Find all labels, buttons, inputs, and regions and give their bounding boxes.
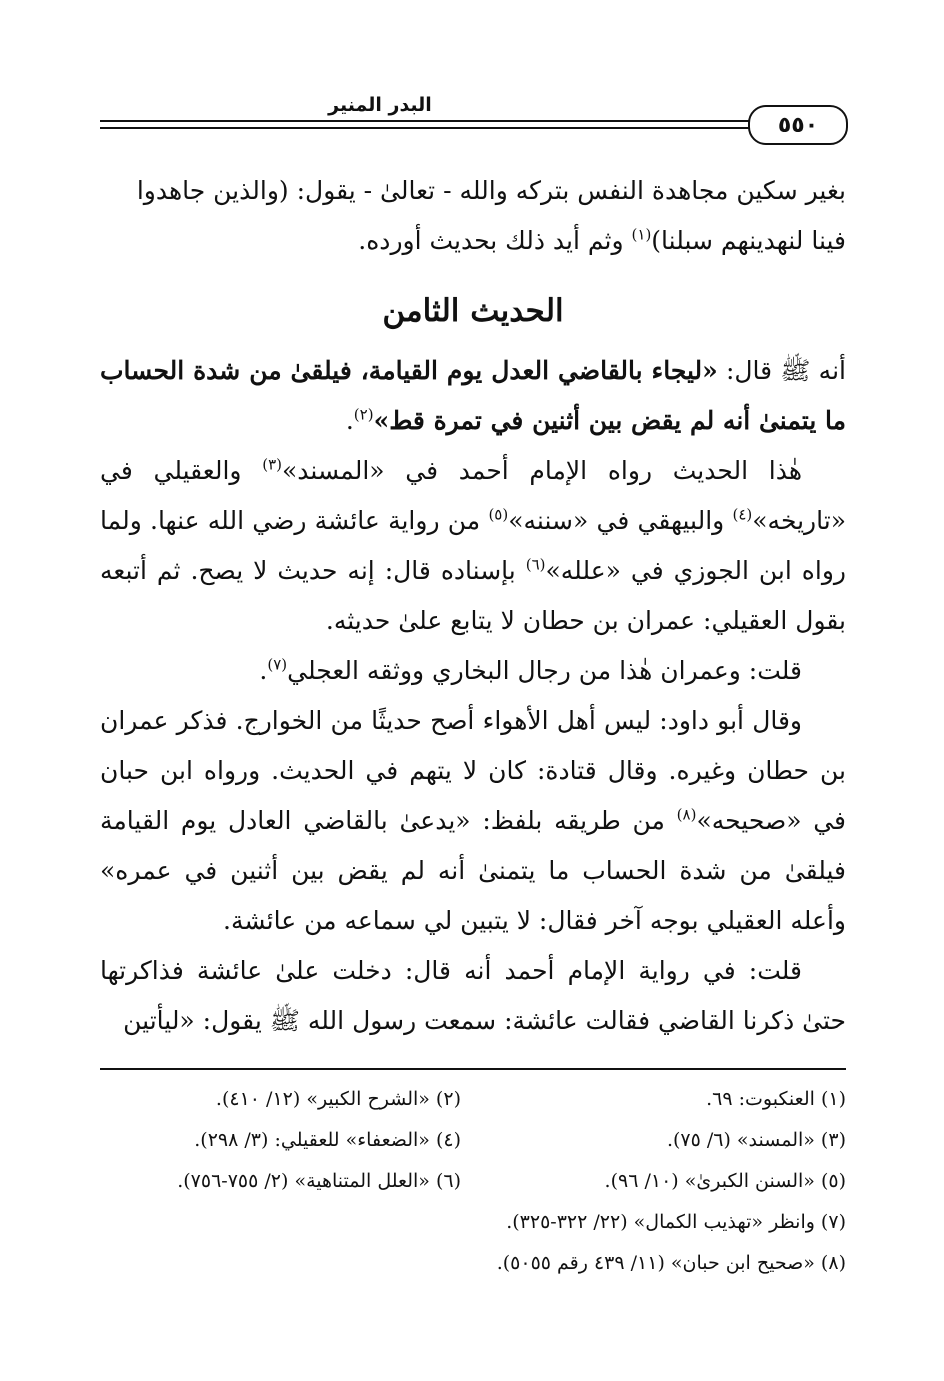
footnote-ref-6: (٦) xyxy=(525,555,546,574)
footnote-7: (٧) وانظر «تهذيب الكمال» (٢٢/ ٣٢٢-٣٢٥). xyxy=(506,1210,846,1233)
takhrij-part-5: بإسناده قال: إنه حديث لا يصح. ثم أتبعه بقول العقيلي: عمران بن حطان لا يتابع علىٰ حديثه. xyxy=(100,556,846,635)
footnote-ref-8: (٨) xyxy=(676,805,697,824)
paragraph-hadith xyxy=(100,346,846,446)
header-rule-bottom xyxy=(100,127,846,129)
intro-line-2: فينا لنهدينهم سبلنا) xyxy=(651,226,846,255)
footnotes xyxy=(100,1078,846,1283)
abu-dawud-part-2: من طريقه بلفظ: «يدعىٰ بالقاضي العادل يوم القيامة فيلقىٰ من شدة الحساب ما يتمنىٰ أنه لم يقض بين أثنين في عمره» وأعله العقيلي بوجه آخر فقال: لا يتبين لي سماعه من عائشة. xyxy=(100,806,846,935)
book-title: البدر المنير xyxy=(328,94,432,116)
section-heading: الحديث الثامن xyxy=(382,293,564,329)
footnote-row xyxy=(100,1242,846,1283)
footnote-4: (٤) «الضعفاء» للعقيلي: (٣/ ٢٩٨). xyxy=(194,1128,461,1151)
footnote-6: (٦) «العلل المتناهية» (٢/ ٧٥٥-٧٥٦). xyxy=(177,1169,461,1192)
takhrij-part-4: من رواية عائشة رضي الله عنها. ولما رواه ابن الجوزي في «علله» xyxy=(100,506,846,585)
footnote-row xyxy=(100,1201,846,1242)
footnote-ref-5: (٥) xyxy=(488,505,509,524)
takhrij-part-1: هٰذا الحديث رواه الإمام أحمد في «المسند» xyxy=(281,456,803,485)
footnote-row xyxy=(100,1119,846,1160)
comment-1-end: . xyxy=(259,656,268,685)
header-rule-top xyxy=(100,120,846,122)
footnote-ref-2: (٢) xyxy=(353,405,374,424)
paragraph-comment-2: قلت: في رواية الإمام أحمد أنه قال: دخلت علىٰ عائشة فذاكرتها حتىٰ ذكرنا القاضي فقالت عائشة: سمعت رسول الله ﷺ يقول: «ليأتين xyxy=(100,956,846,1035)
footnote-ref-7: (٧) xyxy=(267,655,288,674)
footnote-separator xyxy=(100,1068,846,1070)
takhrij-part-2: والعقيلي في «تاريخه» xyxy=(100,456,847,535)
footnote-1: (١) العنكبوت: ٦٩. xyxy=(706,1087,846,1110)
footnote-ref-1: (١) xyxy=(631,225,652,244)
hadith-intro: أنه ﷺ قال: xyxy=(717,356,846,385)
hadith-text: «ليجاء بالقاضي العدل يوم القيامة، فيلقىٰ من شدة الحساب ما يتمنىٰ أنه لم يقض بين أثنين في تمرة قط» xyxy=(100,356,846,435)
paragraph-intro xyxy=(100,166,846,266)
main-text xyxy=(100,166,846,1046)
comment-1-text: قلت: وعمران هٰذا من رجال البخاري ووثقه العجلي xyxy=(287,656,802,685)
footnote-3: (٣) «المسند» (٦/ ٧٥). xyxy=(666,1128,846,1151)
footnote-5: (٥) «السنن الكبرىٰ» (١٠/ ٩٦). xyxy=(604,1169,846,1192)
hadith-end: . xyxy=(345,406,354,435)
paragraph-comment-1 xyxy=(100,646,846,696)
footnote-8: (٨) «صحيح ابن حبان» (١١/ ٤٣٩ رقم ٥٠٥٥). xyxy=(496,1251,846,1274)
intro-line-2-end: وثم أيد ذلك بحديث أورده. xyxy=(358,226,632,255)
footnote-ref-3: (٣) xyxy=(262,455,282,474)
takhrij-part-3: والبيهقي في «سننه» xyxy=(508,506,733,535)
abu-dawud-part-1: وقال أبو داود: ليس أهل الأهواء أصح حديثًا من الخوارج. فذكر عمران بن حطان وغيره. وقال قتادة: كان لا يتهم في الحديث. ورواه ابن حبان في «صحيحه» xyxy=(100,706,847,835)
intro-line-1: بغير سكين مجاهدة النفس بتركه والله - تعالىٰ - يقول: (والذين جاهدوا xyxy=(136,176,846,205)
paragraph-abu-dawud xyxy=(100,696,846,946)
footnote-2: (٢) «الشرح الكبير» (١٢/ ٤١٠). xyxy=(215,1087,461,1110)
page-number: ٥٥٠ xyxy=(748,105,848,145)
paragraph-takhrij xyxy=(100,446,846,646)
footnote-ref-4: (٤) xyxy=(732,505,753,524)
footnote-row xyxy=(100,1078,846,1119)
footnote-row xyxy=(100,1160,846,1201)
running-header xyxy=(100,88,846,148)
